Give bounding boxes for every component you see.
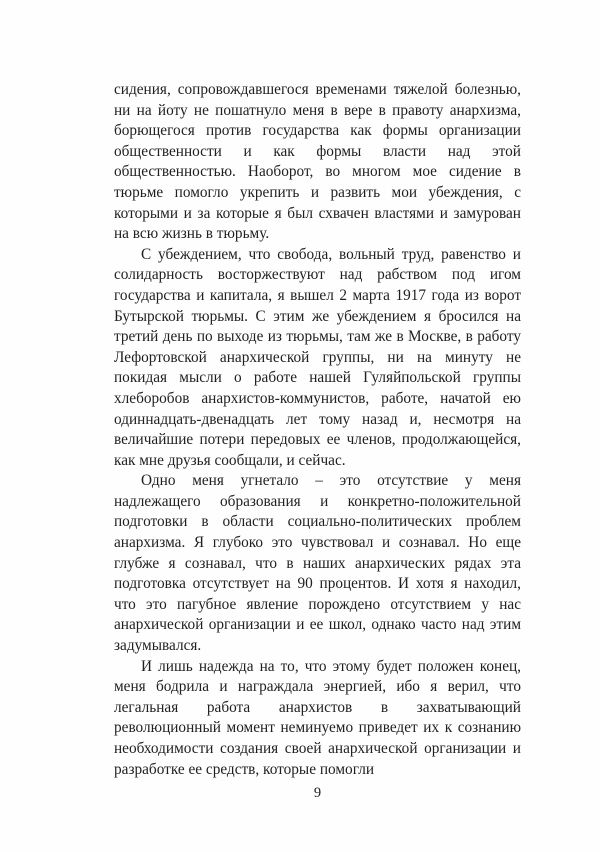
page-text-block xyxy=(114,80,521,780)
paragraph: С убеждением, что свобода, вольный труд, равенство и солидарность восторжествуют над рабством под игом государства и капитала, я вышел 2 марта 1917 года из ворот Бутырской тюрьмы. С этим же убеждением я бросился на третий день по выходе из тюрьмы, там же в Москве, в работу Лефортовской анархической группы, ни на минуту не покидая мысли о работе нашей Гуляйпольской группы хлеборобов анархистов-коммунистов, работе, начатой ею одиннадцать-двенадцать лет тому назад и, несмотря на величайшие потери передовых ее членов, продолжающейся, как мне друзья сообщали, и сейчас. xyxy=(114,245,521,469)
page-number: 9 xyxy=(313,785,322,801)
paragraph: И лишь надежда на то, что этому будет положен конец, меня бодрила и награждала энергией, ибо я верил, что легальная работа анархистов в захватывающий революционный момент неминуемо приведет их к сознанию необходимости создания своей анархической организации и разработке ее средств, которые помогли xyxy=(114,657,521,778)
paragraph: Одно меня угнетало – это отсутствие у меня надлежащего образования и конкретно-положительной подготовки в области социально-политических проблем анархизма. Я глубоко это чувствовал и сознавал. Но еще глубже я сознавал, что в наших анархических рядах эта подготовка отсутствует на 90 процентов. И хотя я находил, что это пагубное явление порождено отсутствием у нас анархической организации и ее школ, однако часто над этим задумывался. xyxy=(114,472,521,655)
paragraph-continuation: сидения, сопровождавшегося временами тяжелой болезнью, ни на йоту не пошатнуло меня в вере в правоту анархизма, борющегося против государства как формы организации общественности и как формы власти над этой общественностью. Наоборот, во многом мое сидение в тюрьме помогло укрепить и развить мои убеждения, с которыми и за которые я был схвачен властями и замурован на всю жизнь в тюрьму. xyxy=(114,81,521,243)
